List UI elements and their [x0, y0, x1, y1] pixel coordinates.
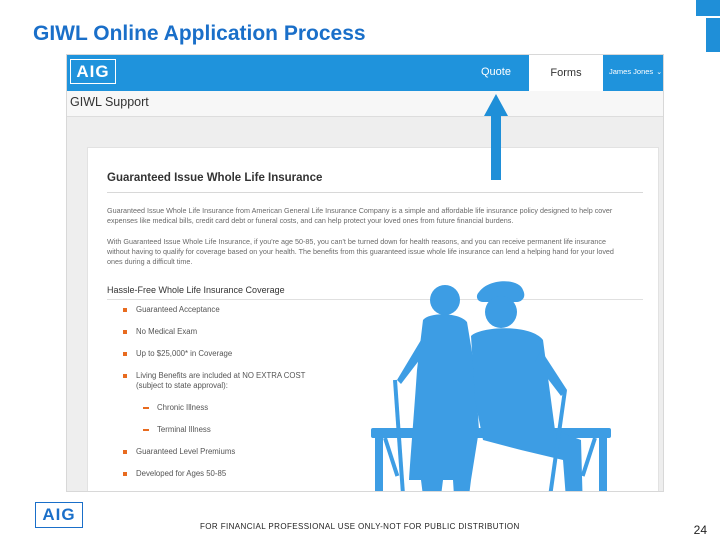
bullet-icon: [123, 450, 127, 454]
aig-logo[interactable]: AIG: [70, 59, 116, 84]
dash-icon: [143, 407, 149, 409]
feature-list: [123, 305, 383, 479]
page-number: 24: [693, 523, 707, 537]
coverage-subtitle: Hassle-Free Whole Life Insurance Coverage: [107, 285, 285, 295]
title-divider: [107, 192, 643, 193]
bullet-icon: [123, 308, 127, 312]
support-bar: [67, 91, 663, 117]
card-title: Guaranteed Issue Whole Life Insurance: [107, 172, 323, 184]
user-name: James Jones: [609, 67, 654, 76]
sub-list-item: Terminal Illness: [143, 425, 383, 435]
bullet-icon: [123, 472, 127, 476]
footer-disclaimer: FOR FINANCIAL PROFESSIONAL USE ONLY-NOT FOR PUBLIC DISTRIBUTION: [200, 522, 520, 531]
nav-forms-tab[interactable]: [529, 55, 603, 91]
footer-aig-logo: AIG: [35, 502, 83, 528]
dash-icon: [143, 429, 149, 431]
intro-paragraph: Guaranteed Issue Whole Life Insurance from American General Life Insurance Company is a simple and affordable life insurance policy designed to help cover expenses like medical bills, credit card debt or funeral costs, and can help protect your loved ones from future financial burdens.: [107, 206, 613, 225]
chevron-down-icon: ⌄: [656, 69, 663, 76]
sub-list-item: Chronic Illness: [143, 403, 383, 413]
bullet-icon: [123, 374, 127, 378]
list-item: No Medical Exam: [123, 327, 383, 337]
bullet-icon: [123, 352, 127, 356]
eligibility-paragraph: With Guaranteed Issue Whole Life Insurance, if you're age 50-85, you can't be turned down for health reasons, and you can receive permanent life insurance without having to qualify for coverage based on your health. The benefits from this guaranteed issue whole life insurance can lend a helping hand for your loved ones during a difficult time.: [107, 237, 614, 266]
list-item: Up to $25,000* in Coverage: [123, 349, 383, 359]
list-item: Developed for Ages 50-85: [123, 469, 383, 479]
app-screenshot: [66, 54, 664, 492]
corner-accent-decoration: [696, 0, 720, 52]
up-arrow-icon: [484, 94, 508, 180]
user-menu[interactable]: [609, 67, 662, 76]
couple-on-bench-icon: [371, 280, 631, 492]
list-item: Guaranteed Acceptance: [123, 305, 383, 315]
list-item: Living Benefits are included at NO EXTRA COST (subject to state approval):: [123, 371, 383, 391]
support-title: GIWL Support: [70, 95, 149, 109]
app-topbar: [67, 55, 663, 91]
bullet-icon: [123, 330, 127, 334]
nav-quote-tab[interactable]: Quote: [481, 66, 511, 78]
list-item: Guaranteed Level Premiums: [123, 447, 383, 457]
slide-title: GIWL Online Application Process: [33, 22, 366, 45]
nav-forms-label: Forms: [550, 67, 582, 79]
